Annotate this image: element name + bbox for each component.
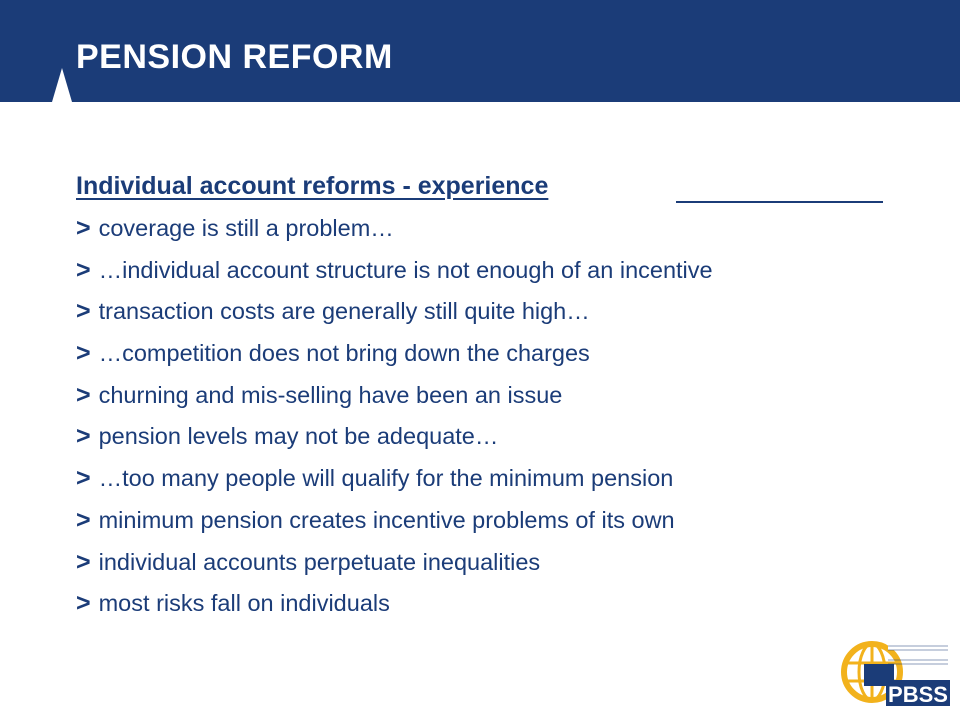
bullet-text: …individual account structure is not enough of an incentive: [98, 256, 713, 283]
bullet-text: transaction costs are generally still quite high…: [98, 298, 590, 325]
page-title: PENSION REFORM: [76, 38, 393, 76]
bullet-text: coverage is still a problem…: [98, 215, 394, 241]
bullet-item: [76, 583, 886, 625]
bullet-marker: >: [76, 422, 91, 451]
bullet-item: [76, 458, 886, 500]
bullet-marker: >: [76, 255, 91, 284]
subtitle-row: [76, 172, 886, 208]
bullet-marker: >: [76, 547, 91, 576]
bullet-item: [76, 500, 886, 542]
bullet-text: most risks fall on individuals: [98, 590, 390, 617]
bullet-text: …too many people will qualify for the minimum pension: [98, 465, 674, 492]
bullet-item: [76, 333, 886, 375]
subtitle-underline: [676, 201, 883, 203]
bullet-marker: >: [76, 214, 91, 242]
pbss-logo: [840, 636, 952, 708]
bullet-marker: >: [76, 380, 91, 409]
logo-text: PBSS: [888, 682, 948, 707]
bullet-item: [76, 416, 886, 458]
bullet-marker: >: [76, 505, 91, 534]
bullet-list: [76, 208, 886, 625]
bullet-marker: >: [76, 464, 91, 493]
bullet-text: churning and mis-selling have been an issue: [98, 381, 563, 408]
slide-subtitle: Individual account reforms - experience: [76, 172, 549, 200]
bullet-item: [76, 542, 886, 584]
bullet-marker: >: [76, 297, 91, 326]
bullet-text: pension levels may not be adequate…: [98, 423, 499, 450]
slide-content: [76, 172, 886, 625]
bullet-marker: >: [76, 589, 91, 618]
bullet-text: individual accounts perpetuate inequalities: [98, 548, 541, 575]
bullet-text: minimum pension creates incentive problems of its own: [98, 506, 675, 533]
bullet-text: …competition does not bring down the charges: [98, 340, 590, 367]
bullet-item: [76, 208, 886, 250]
bullet-item: [76, 291, 886, 333]
bullet-item: [76, 375, 886, 417]
bullet-item: [76, 250, 886, 292]
bullet-marker: >: [76, 339, 91, 368]
